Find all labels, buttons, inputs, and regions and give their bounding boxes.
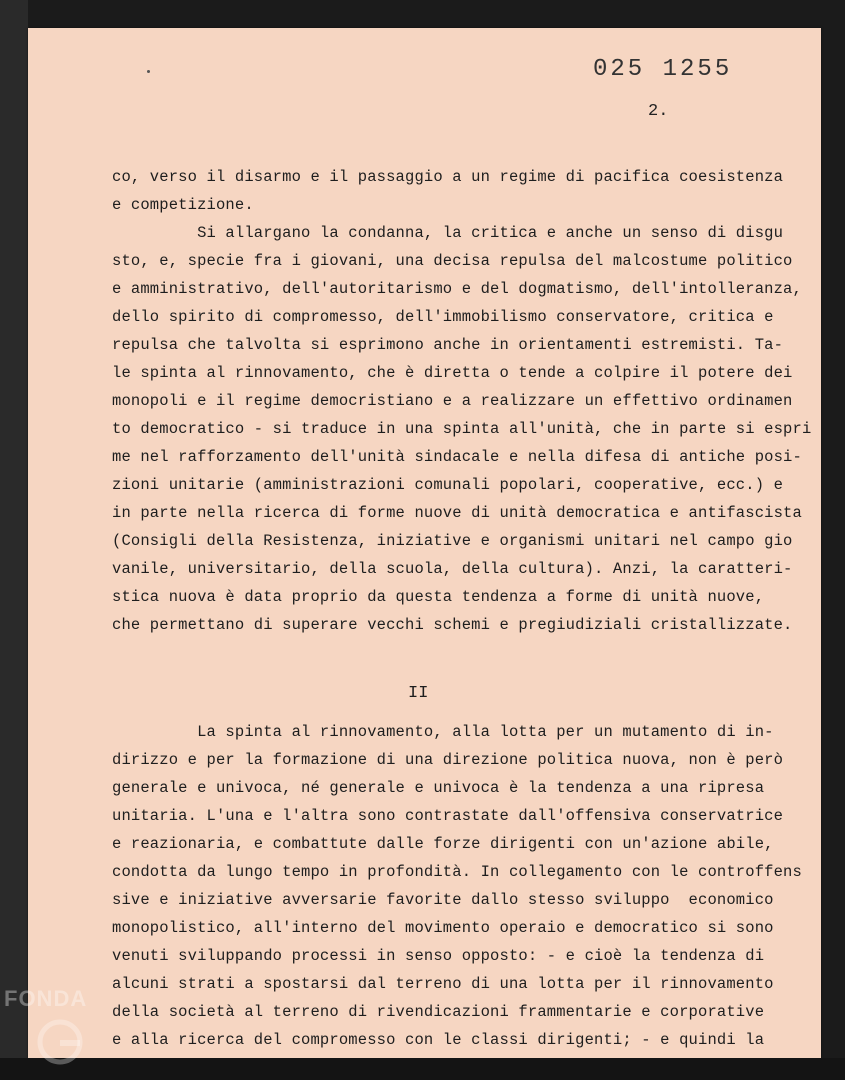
scan-bottom-border [0,1058,845,1080]
text-line: condotta da lungo tempo in profondità. In collegamento con le controffens [112,863,802,881]
text-line: e amministrativo, dell'autoritarismo e del dogmatismo, dell'intolleranza, [112,280,802,298]
text-line: della società al terreno di rivendicazioni frammentarie e corporative [112,1003,765,1021]
text-line: e reazionaria, e combattute dalle forze dirigenti con un'azione abile, [112,835,774,853]
text-line: La spinta al rinnovamento, alla lotta per un mutamento di in- [112,723,774,741]
text-line: alcuni strati a spostarsi dal terreno di una lotta per il rinnovamento [112,975,774,993]
text-line: co, verso il disarmo e il passaggio a un regime di pacifica coesistenza [112,168,784,186]
text-line: vanile, universitario, della scuola, della cultura). Anzi, la caratteri- [112,560,793,578]
paper-speck [147,70,150,73]
text-line: e competizione. [112,196,254,214]
text-line: unitaria. L'una e l'altra sono contrastate dall'offensiva conservatrice [112,807,784,825]
watermark-text: FONDA [4,986,88,1011]
text-line: in parte nella ricerca di forme nuove di unità democratica e antifascista [112,504,802,522]
text-line: sto, e, specie fra i giovani, una decisa repulsa del malcostume politico [112,252,793,270]
text-line: e alla ricerca del compromesso con le classi dirigenti; - e quindi la [112,1031,765,1049]
text-line: monopolistico, all'interno del movimento operaio e democratico si sono [112,919,774,937]
text-line: le spinta al rinnovamento, che è diretta o tende a colpire il potere dei [112,364,793,382]
text-line: sive e iniziative avversarie favorite dallo stesso sviluppo economico [112,891,774,909]
page-number: 2. [648,102,669,121]
text-line: venuti sviluppando processi in senso opposto: - e cioè la tendenza di [112,947,765,965]
text-line: Si allargano la condanna, la critica e anche un senso di disgu [112,224,784,242]
text-line: me nel rafforzamento dell'unità sindacale e nella difesa di antiche posi- [112,448,802,466]
text-line: monopoli e il regime democristiano e a realizzare un effettivo ordinamen [112,392,793,410]
text-line: zioni unitarie (amministrazioni comunali popolari, cooperative, ecc.) e [112,476,784,494]
watermark-logo-icon [34,1016,86,1068]
text-line: (Consigli della Resistenza, iniziative e organismi unitari nel campo gio [112,532,793,550]
text-line: che permettano di superare vecchi schemi e pregiudiziali cristallizzate. [112,616,793,634]
text-line: dirizzo e per la formazione di una direzione politica nuova, non è però [112,751,784,769]
text-line: generale e univoca, né generale e univoca è la tendenza a una ripresa [112,779,765,797]
text-line: to democratico - si traduce in una spinta all'unità, che in parte si espri [112,420,812,438]
text-line: stica nuova è data proprio da questa tendenza a forme di unità nuove, [112,588,765,606]
text-line: repulsa che talvolta si esprimono anche in orientamenti estremisti. Ta- [112,336,784,354]
archive-number: 025 1255 [593,56,733,83]
scan-left-border [0,0,28,1080]
text-line: dello spirito di compromesso, dell'immobilismo conservatore, critica e [112,308,774,326]
section-heading: II [408,684,429,703]
